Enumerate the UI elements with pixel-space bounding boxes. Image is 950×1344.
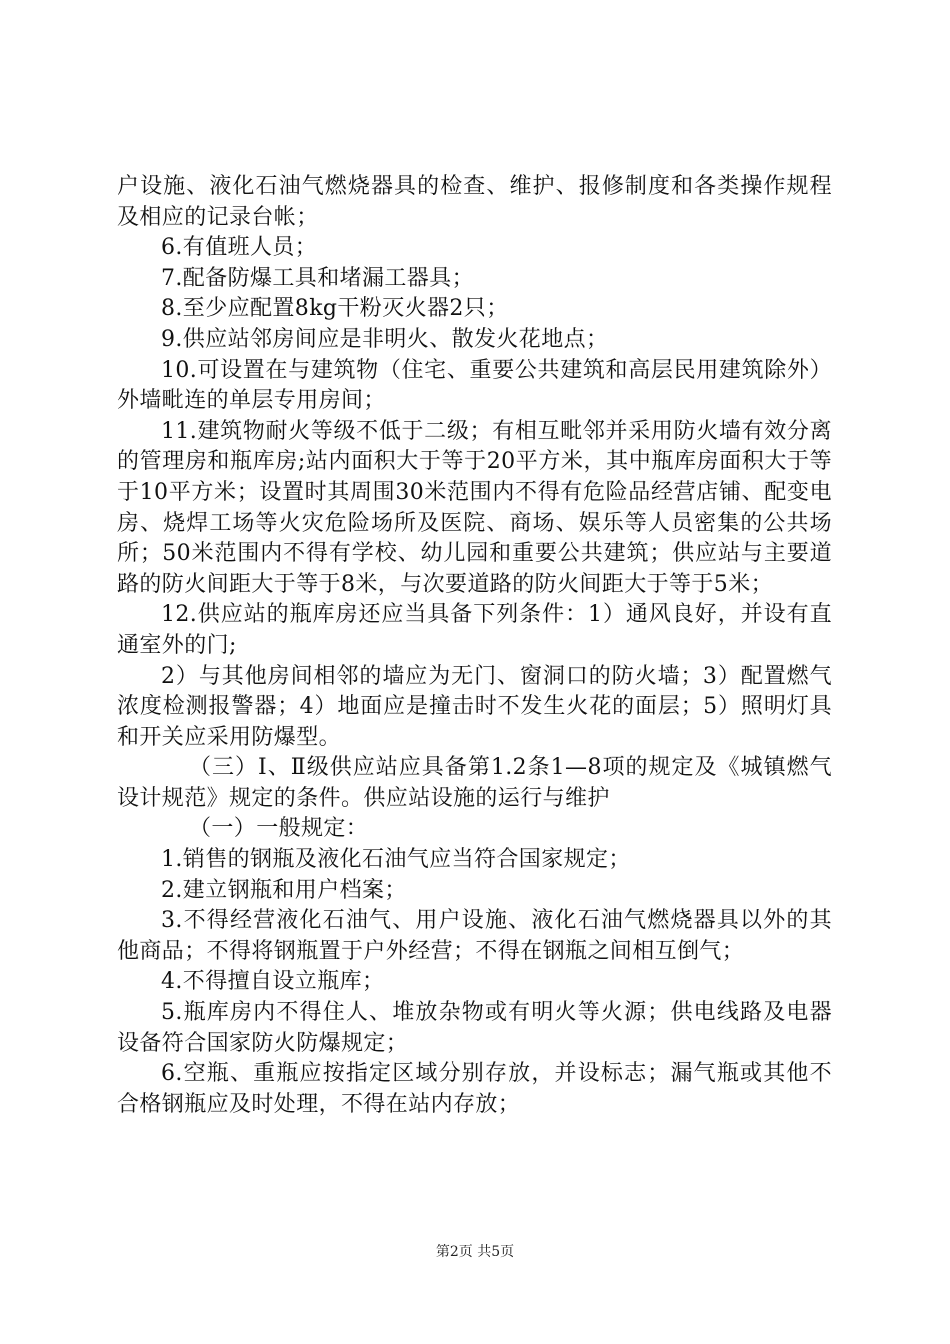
paragraph-p0: 户设施、液化石油气燃烧器具的检查、维护、报修制度和各类操作规程及相应的记录台帐； (117, 174, 832, 230)
document-body (117, 172, 832, 1120)
paragraph-p14: 4.不得擅自设立瓶库； (161, 969, 385, 995)
paragraph-p2: 7.配备防爆工具和堵漏工器具； (161, 265, 474, 291)
paragraph-p9: （三）Ⅰ、Ⅱ级供应站应具备第1.2条1—8项的规定及《城镇燃气设计规范》规定的条件。供应站设施的运行与维护 (117, 755, 832, 811)
paragraph-p16: 6.空瓶、重瓶应按指定区域分别存放，并设标志；漏气瓶或其他不合格钢瓶应及时处理，不得在站内存放； (117, 1061, 832, 1117)
paragraph-p1: 6.有值班人员； (161, 235, 318, 261)
paragraph-p8: 2）与其他房间相邻的墙应为无门、窗洞口的防火墙；3）配置燃气浓度检测报警器；4）地面应是撞击时不发生火花的面层；5）照明灯具和开关应采用防爆型。 (117, 663, 832, 750)
paragraph-p15: 5.瓶库房内不得住人、堆放杂物或有明火等火源；供电线路及电器设备符合国家防火防爆规定； (117, 1000, 832, 1056)
paragraph-p11: 1.销售的钢瓶及液化石油气应当符合国家规定； (161, 847, 631, 873)
paragraph-p12: 2.建立钢瓶和用户档案； (161, 877, 407, 903)
paragraph-p7: 12.供应站的瓶库房还应当具备下列条件：1）通风良好，并设有直通室外的门; (117, 602, 832, 658)
paragraph-p3: 8.至少应配置8kg干粉灭火器2只； (161, 296, 509, 322)
paragraph-p6: 11.建筑物耐火等级不低于二级；有相互毗邻并采用防火墙有效分离的管理房和瓶库房;站内面积大于等于20平方米，其中瓶库房面积大于等于10平方米；设置时其周围30米范围内不得有危险品经营店铺、配变电房、烧焊工场等火灾危险场所及医院、商场、娱乐等人员密集的公共场所；50米范围内不得有学校、幼儿园和重要公共建筑；供应站与主要道路的防火间距大于等于8米，与次要道路的防火间距大于等于5米； (117, 418, 832, 597)
page-footer: 第2页 共5页 (435, 1244, 515, 1260)
paragraph-p4: 9.供应站邻房间应是非明火、散发火花地点； (161, 326, 609, 352)
paragraph-p13: 3.不得经营液化石油气、用户设施、液化石油气燃烧器具以外的其他商品；不得将钢瓶置于户外经营；不得在钢瓶之间相互倒气； (117, 908, 832, 964)
paragraph-p10: （一）一般规定： (189, 816, 369, 842)
paragraph-p5: 10.可设置在与建筑物（住宅、重要公共建筑和高层民用建筑除外）外墙毗连的单层专用房间； (117, 357, 832, 414)
